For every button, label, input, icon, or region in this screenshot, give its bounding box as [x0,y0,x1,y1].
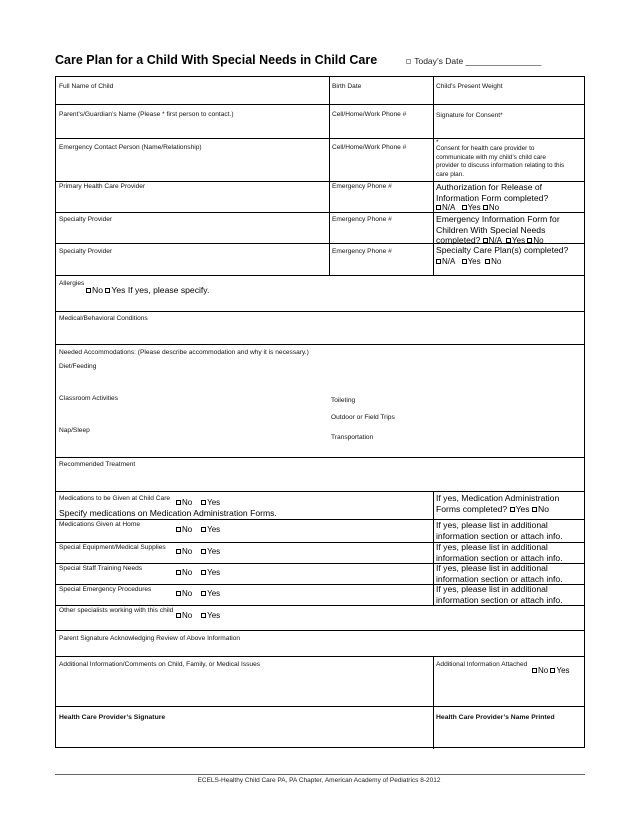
staff-training-options [176,568,220,577]
checkbox-icon [201,549,206,554]
row-divider [56,212,584,213]
medical-conditions-label: Medical/Behavioral Conditions [59,315,148,322]
row-divider [56,491,584,492]
yes-label: Yes [556,666,570,675]
no-option[interactable] [532,666,548,675]
yes-label: Yes [207,568,221,577]
list-additional-info [436,563,563,584]
column-divider [433,491,434,606]
signature-consent-label: Signature for Consent* [436,112,503,119]
mar-line: Forms completed? [436,503,508,514]
yes-option[interactable] [201,498,220,507]
yes-label: Yes [207,498,221,507]
list-additional-info [436,584,563,605]
allergies-options [86,285,209,295]
emergency-form-question: completed? [436,235,481,245]
checkbox-icon [506,238,511,243]
care-plan-form [55,76,585,748]
emergency-form-options [436,235,544,245]
authorization-release [436,182,548,203]
yes-option[interactable] [201,568,220,577]
list-line: If yes, please list in additional [436,563,548,573]
consent-text-line: provider to discuss information relating to this [436,162,565,170]
no-option[interactable] [86,285,103,295]
list-line: If yes, please list in additional [436,542,548,552]
classroom-activities-label: Classroom Activities [59,395,118,402]
na-option[interactable] [483,236,502,245]
emergency-information-form [436,214,586,235]
no-label: No [182,589,193,598]
yes-option[interactable] [201,525,220,534]
transportation-label: Transportation [331,434,374,441]
checkbox-icon [105,288,110,293]
diet-feeding-label: Diet/Feeding [59,363,97,370]
checkbox-icon [532,507,537,512]
no-label: No [92,285,103,295]
primary-phone-label: Emergency Phone # [332,183,392,190]
authorization-options [436,203,499,212]
checkbox-icon [462,205,467,210]
row-divider [56,138,584,139]
other-specialists-options [176,611,220,620]
specialty-provider-label: Specialty Provider [59,248,113,255]
care-plan-options [436,257,501,266]
consent-star: * [436,139,439,146]
yes-option[interactable] [462,257,481,266]
row-divider [56,311,584,312]
no-label: No [182,568,193,577]
footer-credit: ECELS-Healthy Child Care PA, PA Chapter, American Academy of Pediatrics 8-2012 [197,777,441,784]
birth-date-label: Birth Date [332,83,362,90]
allergies-specify: If yes, please specify. [127,285,210,295]
row-divider [56,104,584,105]
yes-option[interactable] [506,236,525,245]
checkbox-icon [176,591,181,596]
hcp-signature-label: Health Care Provider’s Signature [59,714,166,721]
consent-text-line: communicate with my child’s child care [436,153,546,161]
page-title: Care Plan for a Child With Special Needs in Child Care [55,53,378,67]
checkbox-icon [527,238,532,243]
recommended-treatment-label: Recommended Treatment [59,461,136,468]
specify-medications-note: Specify medications on Medication Administration Forms. [59,508,277,518]
checkbox-icon [483,205,488,210]
nap-sleep-label: Nap/Sleep [59,427,90,434]
emergency-procedures-label: Special Emergency Procedures [59,586,152,593]
list-line: information section or attach info. [436,573,563,584]
checkbox-icon [176,527,181,532]
list-line: information section or attach info. [436,594,563,605]
no-option[interactable] [176,568,192,577]
column-divider [433,706,434,749]
checkbox-icon [201,613,206,618]
emergency-contact-phone-label: Cell/Home/Work Phone # [332,144,407,151]
no-label: No [533,236,544,245]
column-divider [433,656,434,706]
checkbox-icon [436,259,441,264]
checkbox-icon [201,500,206,505]
todays-date-field[interactable] [406,56,541,66]
yes-label: Yes [207,611,221,620]
na-label: N/A [488,236,502,245]
row-divider [56,656,584,657]
authorization-line: Authorization for Release of [436,182,543,192]
additional-info-label: Additional Information/Comments on Child, Family, or Medical Issues [59,661,261,668]
checkbox-icon [201,570,206,575]
no-label: No [491,257,502,266]
no-label: No [538,666,549,675]
checkbox-icon [201,527,206,532]
no-label: No [182,547,193,556]
outdoor-trips-label: Outdoor or Field Trips [331,414,395,421]
checkbox-icon [176,549,181,554]
mar-line: If yes, Medication Administration [436,493,560,503]
present-weight-label: Child’s Present Weight [436,83,503,90]
no-option[interactable] [176,525,192,534]
list-line: information section or attach info. [436,530,563,541]
list-additional-info [436,542,563,563]
no-option[interactable] [532,504,549,514]
checkbox-icon [176,613,181,618]
checkbox-icon [176,570,181,575]
yes-option[interactable] [201,611,220,620]
todays-date-label: Today’s Date ________________ [414,56,542,66]
medications-home-label: Medications Given at Home [59,521,140,528]
checkbox-icon [86,288,91,293]
parent-phone-label: Cell/Home/Work Phone # [332,111,407,118]
yes-option[interactable] [550,666,569,675]
row-divider [56,457,584,458]
footer-divider [55,774,585,775]
checkbox-icon [462,259,467,264]
checkbox-icon [510,507,515,512]
yes-label: Yes [512,236,526,245]
yes-label: Yes [111,285,126,295]
specialty-phone-label: Emergency Phone # [332,248,392,255]
na-label: N/A [442,203,455,212]
checkbox-icon [176,500,181,505]
other-specialists-label: Other specialists working with this child [59,607,174,614]
list-line: If yes, please list in additional [436,584,548,594]
na-label: N/A [442,257,455,266]
checkbox-icon [436,205,441,210]
staff-training-label: Special Staff Training Needs [59,565,143,572]
emergency-form-line: Children With Special Needs [436,224,546,235]
primary-provider-label: Primary Health Care Provider [59,183,146,190]
checkbox-icon [532,668,537,673]
medication-administration-question [436,493,559,514]
checkbox-icon [550,668,555,673]
checkbox-icon [406,59,411,64]
specialty-provider-label: Specialty Provider [59,216,113,223]
emergency-form-line: Emergency Information Form for [436,214,560,224]
full-name-label: Full Name of Child [59,83,114,90]
no-label: No [488,203,500,212]
specialty-phone-label: Emergency Phone # [332,216,392,223]
medications-home-options [176,525,220,534]
emergency-procedures-options [176,589,220,598]
no-option[interactable] [485,257,501,266]
row-divider [56,706,584,707]
parent-name-label: Parent’s/Guardian’s Name (Please * first person to contact.) [59,111,234,118]
emergency-contact-label: Emergency Contact Person (Name/Relationship) [59,144,202,151]
list-line: information section or attach info. [436,552,563,563]
consent-note [436,140,584,179]
no-label: No [182,525,193,534]
yes-option[interactable] [510,504,530,514]
no-option[interactable] [483,203,499,212]
hcp-name-label: Health Care Provider’s Name Printed [436,714,555,721]
yes-label: Yes [207,525,221,534]
list-additional-info [436,520,563,541]
na-option[interactable] [436,257,455,266]
checkbox-icon [483,238,488,243]
medications-child-care-options [176,498,220,507]
yes-label: Yes [207,589,221,598]
column-divider [329,77,330,275]
checkbox-icon [485,259,490,264]
authorization-line: Information Form completed? [436,192,549,203]
medications-child-care-label: Medications to be Given at Child Care [59,495,171,502]
consent-text-line: care plan. [436,170,465,178]
row-divider [56,344,584,345]
column-divider [433,77,434,275]
specialty-care-plan-question: Specialty Care Plan(s) completed? [436,245,569,255]
no-option[interactable] [176,498,192,507]
consent-text-line: Consent for health care provider to [436,145,535,152]
additional-attached-label: Additional Information Attached [436,661,528,668]
yes-option[interactable] [201,589,220,598]
row-divider [56,275,584,276]
yes-label: Yes [207,547,221,556]
additional-attached-options [532,666,570,675]
yes-label: Yes [467,257,481,266]
no-label: No [182,498,193,507]
no-option[interactable] [527,236,543,245]
yes-option[interactable] [201,547,220,556]
yes-label: Yes [467,203,481,212]
row-divider [56,630,584,631]
no-label: No [537,503,549,514]
no-option[interactable] [176,547,192,556]
no-option[interactable] [176,611,192,620]
parent-signature-label: Parent Signature Acknowledging Review of Above Information [59,635,241,642]
checkbox-icon [201,591,206,596]
yes-option[interactable] [105,285,125,295]
special-equipment-label: Special Equipment/Medical Supplies [59,544,166,551]
accommodations-label: Needed Accommodations: (Please describe accommodation and why it is necessary.) [59,349,309,356]
no-option[interactable] [176,589,192,598]
yes-option[interactable] [462,203,481,212]
special-equipment-options [176,547,220,556]
row-divider [56,605,584,606]
yes-label: Yes [515,503,530,514]
no-label: No [182,611,193,620]
toileting-label: Toileting [331,397,356,404]
allergies-label: Allergies [59,280,85,287]
na-option[interactable] [436,203,455,212]
list-line: If yes, please list in additional [436,520,548,530]
